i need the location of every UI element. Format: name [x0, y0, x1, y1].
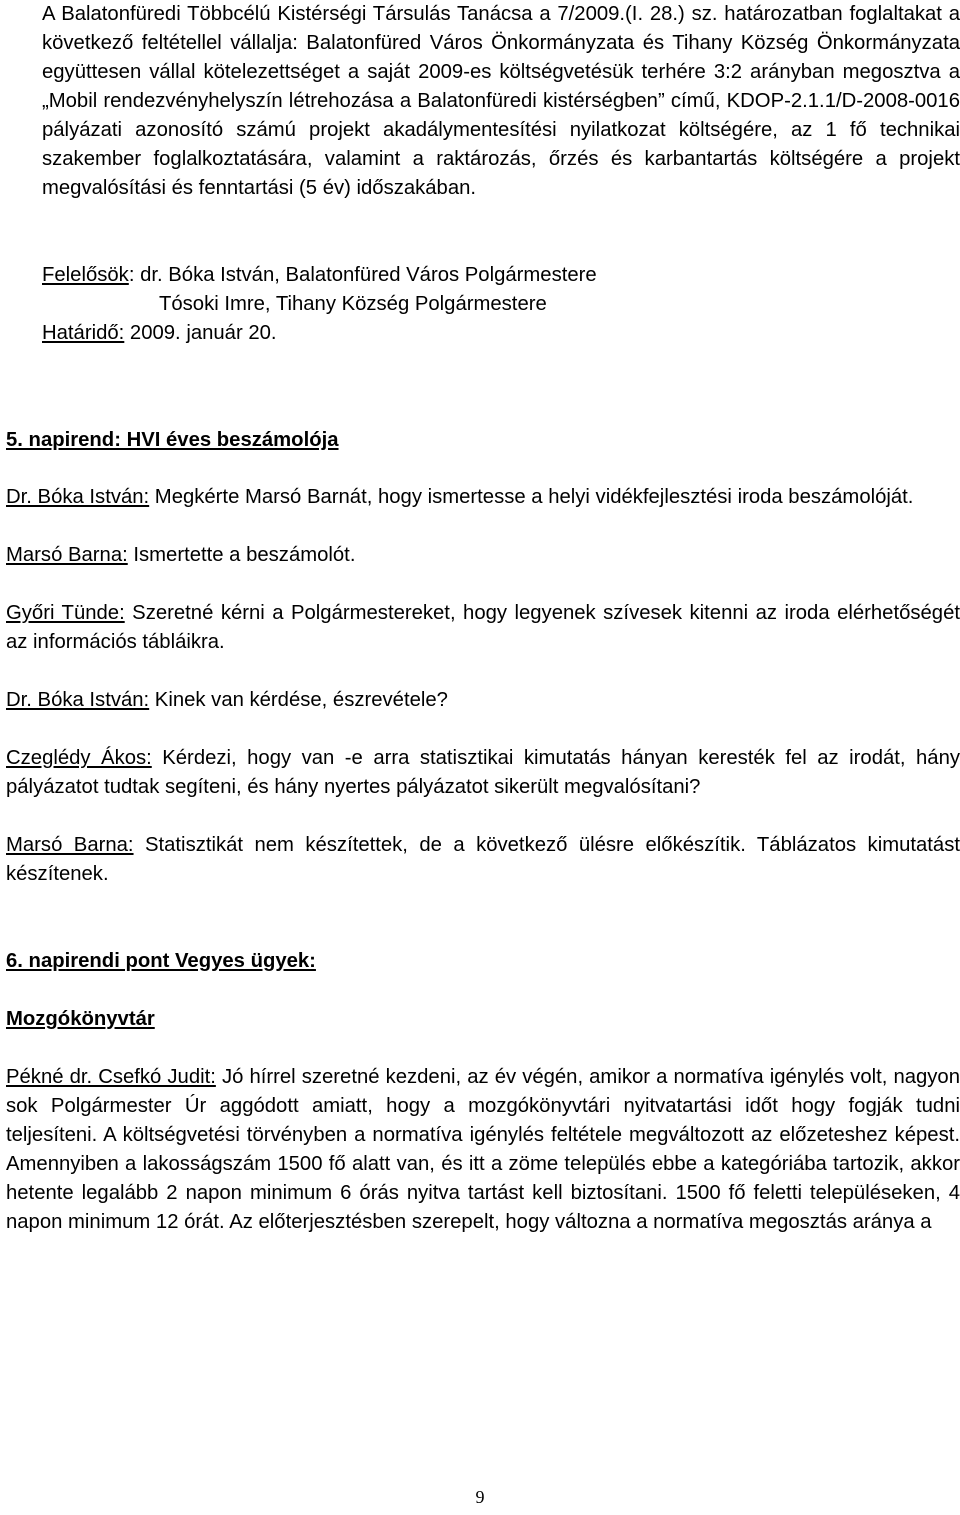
agenda5-entry [6, 831, 960, 889]
entry-text: Kérdezi, hogy van -e arra statisztikai kimutatás hányan keresték fel az irodát, hány pályázatot tudtak segíteni, és hány nyertes pályázatot sikerült megvalósítani? [6, 747, 960, 798]
spacer [6, 976, 960, 1005]
speaker-name: Dr. Bóka István: [6, 486, 150, 508]
resolution-block [6, 0, 960, 348]
deadline-label: Határidő: [42, 322, 125, 344]
spacer [6, 802, 960, 831]
responsible-person-2: Tósoki Imre, Tihany Község Polgármestere [159, 293, 547, 315]
speaker-name: Marsó Barna: [6, 834, 134, 856]
responsible-label: Felelősök [42, 264, 129, 286]
spacer [42, 203, 960, 261]
agenda5-entry [6, 686, 960, 715]
deadline-value: 2009. január 20. [124, 322, 277, 344]
spacer [6, 570, 960, 599]
agenda5-entry [6, 541, 960, 570]
entry-text: Ismertette a beszámolót. [127, 544, 356, 566]
agenda5-heading: 5. napirend: HVI éves beszámolója [6, 429, 339, 451]
resolution-paragraph: A Balatonfüredi Többcélú Kistérségi Társulás Tanácsa a 7/2009.(I. 28.) sz. határozatban foglaltakat a következő feltétellel vállalja: Balatonfüred Város Önkormányzata és Tihany Község Önkormányzata együttesen vállal kötelezettséget a saját 2009-es költségvetésük terhére 3:2 arányban megosztva a „Mobil rendezvényhelyszín létrehozása a Balatonfüredi kistérségben” című, KDOP-2.1.1/D-2008-0016 pályázati azonosító számú projekt akadálymentesítési nyilatkozat költségére, az 1 fő technikai szakember foglalkoztatására, valamint a raktározás, őrzés és karbantartás költségére a projekt megvalósítási és fenntartási (5 év) időszakában. [42, 3, 960, 199]
agenda6-subheading: Mozgókönyvtár [6, 1008, 155, 1030]
speaker-name: Győri Tünde: [6, 602, 125, 624]
spacer [6, 455, 960, 483]
page-number: 9 [475, 1487, 485, 1507]
spacer [6, 889, 960, 947]
deadline-line [42, 319, 960, 348]
spacer [6, 348, 960, 426]
agenda6-entry [6, 1063, 960, 1237]
entry-text: Szeretné kérni a Polgármestereket, hogy legyenek szívesek kitenni az iroda elérhetőségét az információs tábláikra. [6, 602, 960, 653]
agenda5-entry [6, 599, 960, 657]
responsible-person-1: : dr. Bóka István, Balatonfüred Város Polgármestere [128, 264, 597, 286]
spacer [6, 657, 960, 686]
entry-text: Statisztikát nem készítettek, de a következő ülésre előkészítik. Táblázatos kimutatást készítenek. [6, 834, 960, 885]
agenda5-entry [6, 744, 960, 802]
responsible-line [42, 261, 960, 290]
spacer [6, 1034, 960, 1063]
agenda6-heading: 6. napirendi pont Vegyes ügyek: [6, 950, 316, 972]
agenda5-entry [6, 483, 960, 512]
speaker-name: Pékné dr. Csefkó Judit: [6, 1066, 216, 1088]
speaker-name: Dr. Bóka István: [6, 689, 150, 711]
entry-text: Jó hírrel szeretné kezdeni, az év végén, amikor a normatíva igénylés volt, nagyon sok Polgármester Úr aggódott amiatt, hogy a mozgókönyvtári nyitvatartási időt hogy fogják tudni teljesíteni. A költségvetési törvényben a normatíva igénylés feltétele megváltozott az előzeteshez képest. Amennyiben a lakosságszám 1500 fő alatt van, és itt a zöme település ebbe a kategóriába tartozik, akkor hetente legalább 2 napon minimum 6 órás nyitva tartást kell biztosítani. 1500 fő feletti településeken, 4 napon minimum 12 órát. Az előterjesztésben szerepelt, hogy változna a normatíva megosztás aránya a [6, 1066, 960, 1233]
entry-text: Megkérte Marsó Barnát, hogy ismertesse a helyi vidékfejlesztési iroda beszámolóját. [149, 486, 914, 508]
entry-text: Kinek van kérdése, észrevétele? [149, 689, 448, 711]
spacer [6, 715, 960, 744]
spacer [6, 512, 960, 541]
document-page [6, 0, 960, 1237]
speaker-name: Marsó Barna: [6, 544, 128, 566]
speaker-name: Czeglédy Ákos: [6, 747, 152, 769]
